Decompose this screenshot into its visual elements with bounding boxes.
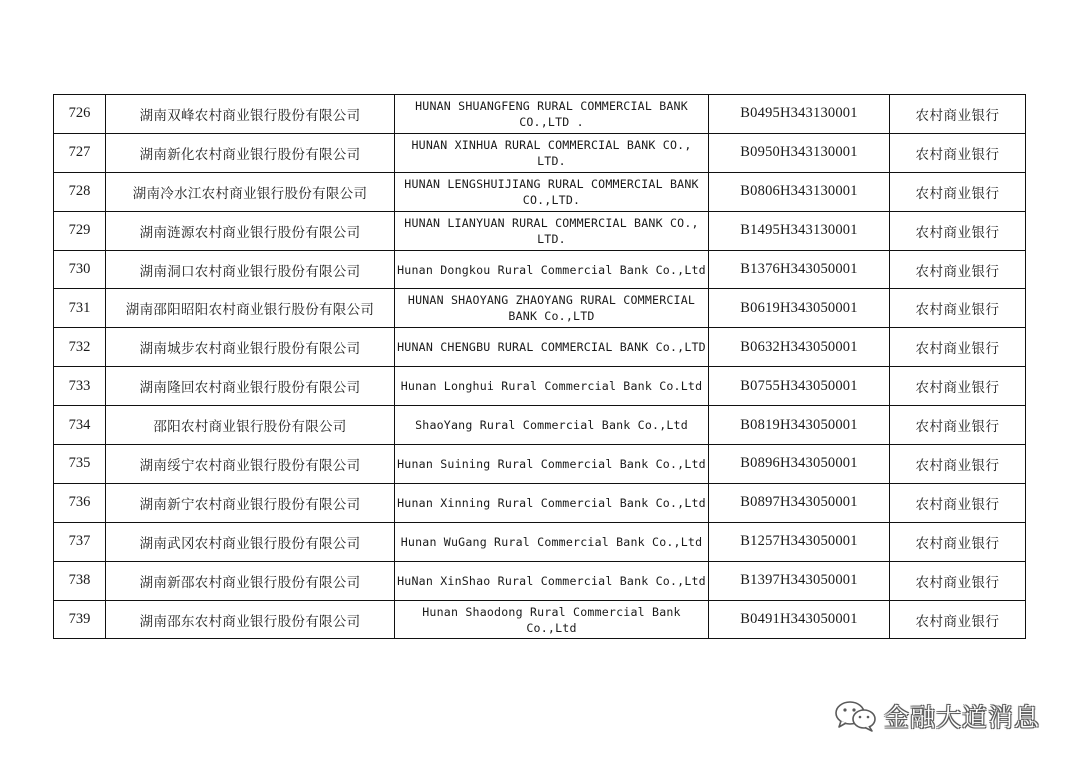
institution-code-cell: B0896H343050001 bbox=[709, 445, 890, 484]
row-number-cell: 726 bbox=[54, 95, 106, 134]
english-name-cell: Hunan Xinning Rural Commercial Bank Co.,Ltd bbox=[395, 483, 709, 522]
english-name-cell: Hunan WuGang Rural Commercial Bank Co.,Ltd bbox=[395, 522, 709, 561]
row-number-cell: 729 bbox=[54, 211, 106, 250]
institution-type-cell: 农村商业银行 bbox=[890, 289, 1026, 328]
institution-type-cell: 农村商业银行 bbox=[890, 445, 1026, 484]
english-name-cell: Hunan Dongkou Rural Commercial Bank Co.,Ltd bbox=[395, 250, 709, 289]
table-row bbox=[54, 600, 1026, 639]
row-number-cell: 736 bbox=[54, 483, 106, 522]
wechat-logo-icon bbox=[832, 699, 880, 733]
institution-code-cell: B0755H343050001 bbox=[709, 367, 890, 406]
chinese-name-cell: 湖南隆回农村商业银行股份有限公司 bbox=[106, 367, 395, 406]
chinese-name-cell: 湖南邵阳昭阳农村商业银行股份有限公司 bbox=[106, 289, 395, 328]
english-name-cell: HUNAN SHAOYANG ZHAOYANG RURAL COMMERCIAL BANK Co.,LTD bbox=[395, 289, 709, 328]
institution-code-cell: B0950H343130001 bbox=[709, 133, 890, 172]
chinese-name-cell: 湖南冷水江农村商业银行股份有限公司 bbox=[106, 172, 395, 211]
institution-type-cell: 农村商业银行 bbox=[890, 328, 1026, 367]
english-name-cell: HUNAN LENGSHUIJIANG RURAL COMMERCIAL BANK CO.,LTD. bbox=[395, 172, 709, 211]
chinese-name-cell: 湖南武冈农村商业银行股份有限公司 bbox=[106, 522, 395, 561]
table-row bbox=[54, 95, 1026, 134]
institution-code-cell: B0619H343050001 bbox=[709, 289, 890, 328]
institution-type-cell: 农村商业银行 bbox=[890, 250, 1026, 289]
chinese-name-cell: 湖南新宁农村商业银行股份有限公司 bbox=[106, 483, 395, 522]
table-row bbox=[54, 406, 1026, 445]
table-row bbox=[54, 522, 1026, 561]
chinese-name-cell: 湖南邵东农村商业银行股份有限公司 bbox=[106, 600, 395, 639]
english-name-cell: Hunan Longhui Rural Commercial Bank Co.Ltd bbox=[395, 367, 709, 406]
table-row bbox=[54, 328, 1026, 367]
institution-type-cell: 农村商业银行 bbox=[890, 483, 1026, 522]
row-number-cell: 737 bbox=[54, 522, 106, 561]
row-number-cell: 734 bbox=[54, 406, 106, 445]
institution-code-cell: B0495H343130001 bbox=[709, 95, 890, 134]
row-number-cell: 733 bbox=[54, 367, 106, 406]
english-name-cell: HuNan XinShao Rural Commercial Bank Co.,Ltd bbox=[395, 561, 709, 600]
row-number-cell: 738 bbox=[54, 561, 106, 600]
english-name-cell: HUNAN LIANYUAN RURAL COMMERCIAL BANK CO., LTD. bbox=[395, 211, 709, 250]
bank-registry-table bbox=[53, 94, 1026, 639]
institution-type-cell: 农村商业银行 bbox=[890, 561, 1026, 600]
english-name-cell: Hunan Suining Rural Commercial Bank Co.,Ltd bbox=[395, 445, 709, 484]
table-row bbox=[54, 367, 1026, 406]
table-row bbox=[54, 133, 1026, 172]
chinese-name-cell: 湖南新邵农村商业银行股份有限公司 bbox=[106, 561, 395, 600]
table-row bbox=[54, 172, 1026, 211]
institution-code-cell: B1257H343050001 bbox=[709, 522, 890, 561]
row-number-cell: 732 bbox=[54, 328, 106, 367]
english-name-cell: HUNAN CHENGBU RURAL COMMERCIAL BANK Co.,LTD bbox=[395, 328, 709, 367]
row-number-cell: 728 bbox=[54, 172, 106, 211]
chinese-name-cell: 湖南涟源农村商业银行股份有限公司 bbox=[106, 211, 395, 250]
chinese-name-cell: 邵阳农村商业银行股份有限公司 bbox=[106, 406, 395, 445]
chinese-name-cell: 湖南新化农村商业银行股份有限公司 bbox=[106, 133, 395, 172]
row-number-cell: 730 bbox=[54, 250, 106, 289]
institution-type-cell: 农村商业银行 bbox=[890, 367, 1026, 406]
english-name-cell: Hunan Shaodong Rural Commercial Bank Co.,Ltd bbox=[395, 600, 709, 639]
institution-type-cell: 农村商业银行 bbox=[890, 133, 1026, 172]
institution-type-cell: 农村商业银行 bbox=[890, 211, 1026, 250]
english-name-cell: ShaoYang Rural Commercial Bank Co.,Ltd bbox=[395, 406, 709, 445]
chinese-name-cell: 湖南绥宁农村商业银行股份有限公司 bbox=[106, 445, 395, 484]
institution-code-cell: B0632H343050001 bbox=[709, 328, 890, 367]
table-row bbox=[54, 250, 1026, 289]
row-number-cell: 731 bbox=[54, 289, 106, 328]
row-number-cell: 739 bbox=[54, 600, 106, 639]
chinese-name-cell: 湖南洞口农村商业银行股份有限公司 bbox=[106, 250, 395, 289]
institution-code-cell: B0819H343050001 bbox=[709, 406, 890, 445]
row-number-cell: 727 bbox=[54, 133, 106, 172]
row-number-cell: 735 bbox=[54, 445, 106, 484]
table-row bbox=[54, 289, 1026, 328]
chinese-name-cell: 湖南城步农村商业银行股份有限公司 bbox=[106, 328, 395, 367]
institution-code-cell: B0897H343050001 bbox=[709, 483, 890, 522]
table-row bbox=[54, 445, 1026, 484]
english-name-cell: HUNAN XINHUA RURAL COMMERCIAL BANK CO., LTD. bbox=[395, 133, 709, 172]
institution-code-cell: B1495H343130001 bbox=[709, 211, 890, 250]
institution-type-cell: 农村商业银行 bbox=[890, 95, 1026, 134]
table-row bbox=[54, 561, 1026, 600]
institution-code-cell: B1397H343050001 bbox=[709, 561, 890, 600]
chinese-name-cell: 湖南双峰农村商业银行股份有限公司 bbox=[106, 95, 395, 134]
institution-type-cell: 农村商业银行 bbox=[890, 172, 1026, 211]
institution-code-cell: B0806H343130001 bbox=[709, 172, 890, 211]
institution-type-cell: 农村商业银行 bbox=[890, 600, 1026, 639]
table-row bbox=[54, 483, 1026, 522]
table-row bbox=[54, 211, 1026, 250]
institution-type-cell: 农村商业银行 bbox=[890, 522, 1026, 561]
institution-code-cell: B1376H343050001 bbox=[709, 250, 890, 289]
registry-sheet bbox=[53, 94, 1025, 639]
registry-table-body bbox=[54, 95, 1026, 639]
account-watermark bbox=[832, 697, 1040, 735]
english-name-cell: HUNAN SHUANGFENG RURAL COMMERCIAL BANK CO.,LTD . bbox=[395, 95, 709, 134]
institution-code-cell: B0491H343050001 bbox=[709, 600, 890, 639]
institution-type-cell: 农村商业银行 bbox=[890, 406, 1026, 445]
watermark-text: 金融大道消息 bbox=[884, 703, 1041, 732]
